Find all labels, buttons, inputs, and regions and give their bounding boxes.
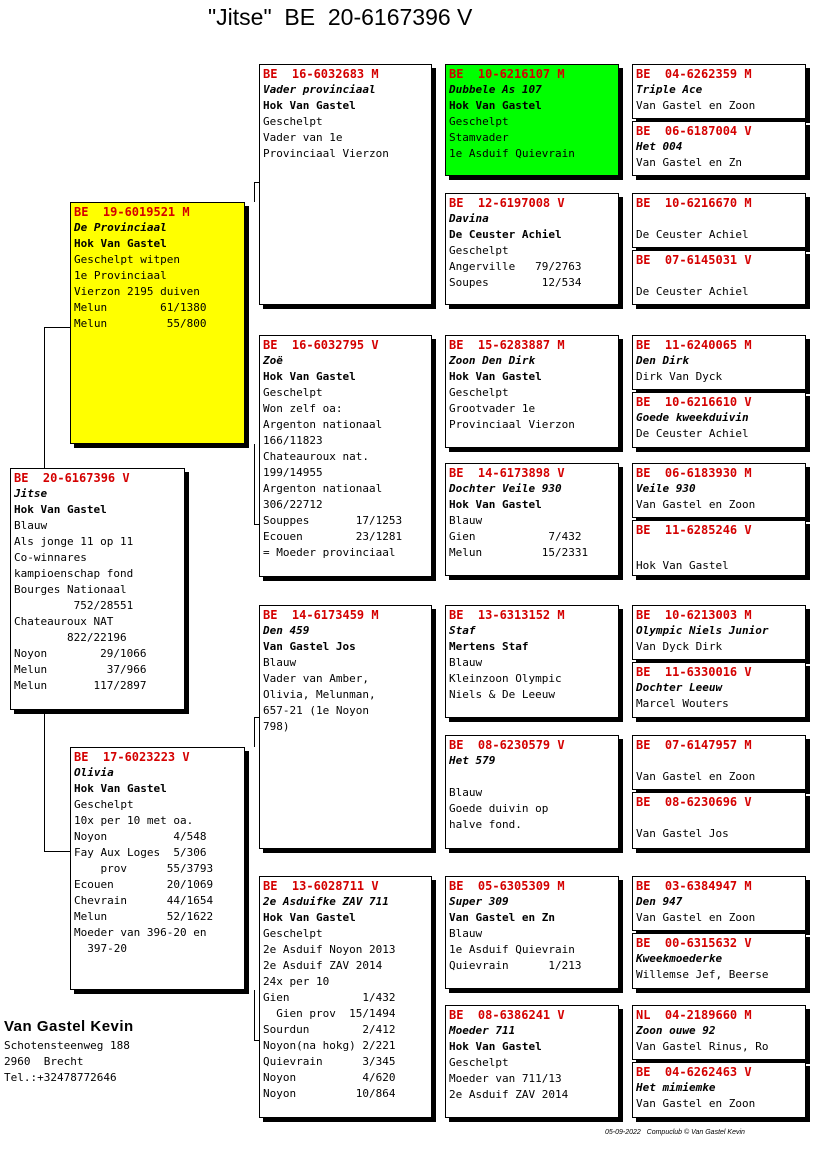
pigeon-info-line: Co-winnares — [14, 551, 87, 564]
pigeon-owner: De Ceuster Achiel — [636, 427, 749, 440]
ring-number: BE 15-6283887 M — [449, 338, 565, 352]
ring-number: BE 20-6167396 V — [14, 471, 130, 485]
pigeon-owner: De Ceuster Achiel — [449, 228, 562, 241]
pigeon-name: Goede kweekduivin — [636, 411, 749, 424]
pigeon-owner: Hok Van Gastel — [263, 99, 356, 112]
pigeon-info-line: 752/28551 — [14, 599, 134, 612]
pigeon-info-line: Chateauroux NAT — [14, 615, 114, 628]
pigeon-owner: Van Gastel en Zoon — [636, 99, 756, 112]
pigeon-info-line: Geschelpt — [449, 1056, 509, 1069]
footer-credit: 05-09-2022 Compuclub © Van Gastel Kevin — [605, 1129, 745, 1136]
pigeon-name: De Provinciaal — [74, 221, 167, 234]
pigeon-owner: Van Gastel en Zn — [636, 156, 742, 169]
pigeon-info-line: kampioenschap fond — [14, 567, 134, 580]
pigeon-info-line: Blauw — [449, 927, 483, 940]
pigeon-card-mf[interactable] — [259, 605, 432, 849]
pigeon-owner: De Ceuster Achiel — [636, 285, 749, 298]
pigeon-card-g4-4[interactable] — [632, 250, 806, 305]
pigeon-card-g4-3[interactable] — [632, 193, 806, 248]
pigeon-card-g4-5[interactable] — [632, 335, 806, 390]
pigeon-info-line: Vader van 1e — [263, 131, 343, 144]
pigeon-info-line: 166/11823 — [263, 434, 323, 447]
pigeon-info-line: Geschelpt — [74, 798, 134, 811]
pigeon-info-line: Noyon 4/548 — [74, 830, 207, 843]
ring-number: NL 04-2189660 M — [636, 1008, 752, 1022]
pigeon-card-fff[interactable] — [445, 64, 619, 176]
pigeon-name — [636, 810, 802, 826]
pigeon-name: Staf — [449, 624, 476, 637]
ring-number: BE 04-6262463 V — [636, 1065, 752, 1079]
pigeon-name: Zoon ouwe 92 — [636, 1024, 716, 1037]
pigeon-owner — [449, 769, 615, 785]
pigeon-owner: De Ceuster Achiel — [636, 228, 749, 241]
pigeon-owner: Van Gastel en Zoon — [636, 1097, 756, 1110]
pigeon-info-line: Provinciaal Vierzon — [263, 147, 389, 160]
pigeon-owner: Van Dyck Dirk — [636, 640, 723, 653]
breeder-name: Van Gastel Kevin — [4, 1018, 134, 1035]
pigeon-card-ffm[interactable] — [445, 193, 619, 305]
pigeon-info-line: Goede duivin op — [449, 802, 549, 815]
pigeon-owner: Van Gastel en Zoon — [636, 498, 756, 511]
pigeon-info-line: Vierzon 2195 duiven — [74, 285, 200, 298]
ring-number: BE 11-6240065 M — [636, 338, 752, 352]
pigeon-owner: Van Gastel Jos — [263, 640, 356, 653]
pigeon-card-father[interactable] — [70, 202, 245, 444]
pigeon-info-line: Quievrain 3/345 — [263, 1055, 396, 1068]
pigeon-name: Zoon Den Dirk — [449, 354, 536, 367]
pigeon-info-line: Geschelpt — [263, 927, 323, 940]
connector-line — [44, 710, 45, 851]
ring-number: BE 10-6213003 M — [636, 608, 752, 622]
pigeon-card-g4-9[interactable] — [632, 605, 806, 660]
pigeon-info-line: Bourges Nationaal — [14, 583, 127, 596]
pigeon-card-g4-1[interactable] — [632, 64, 806, 119]
pigeon-info-line: Geschelpt — [449, 386, 509, 399]
pigeon-info-line: 2e Asduif Noyon 2013 — [263, 943, 396, 956]
ring-number: BE 12-6197008 V — [449, 196, 565, 210]
pigeon-info-line: Ecouen 20/1069 — [74, 878, 214, 891]
pigeon-info-line: Fay Aux Loges 5/306 — [74, 846, 207, 859]
ring-number: BE 13-6028711 V — [263, 879, 379, 893]
pigeon-info-line: Grootvader 1e — [449, 402, 536, 415]
pigeon-name: Dochter Veile 930 — [449, 482, 562, 495]
pigeon-info-line: 1e Provinciaal — [74, 269, 167, 282]
pigeon-info-line: Melun 37/966 — [14, 663, 147, 676]
pigeon-info-line: Melun 52/1622 — [74, 910, 214, 923]
ring-number: BE 13-6313152 M — [449, 608, 565, 622]
pigeon-info-line: 1e Asduif Quievrain — [449, 943, 575, 956]
ring-number: BE 10-6216670 M — [636, 196, 752, 210]
pigeon-info-line: 2e Asduif ZAV 2014 — [449, 1088, 569, 1101]
pigeon-name — [636, 268, 802, 284]
pigeon-card-g4-6[interactable] — [632, 392, 806, 448]
pigeon-info-line: Geschelpt — [263, 115, 323, 128]
pigeon-info-line: Argenton nationaal — [263, 482, 383, 495]
ring-number: BE 06-6183930 M — [636, 466, 752, 480]
pigeon-card-g4-7[interactable] — [632, 463, 806, 518]
ring-number: BE 19-6019521 M — [74, 205, 190, 219]
pigeon-card-g4-12[interactable] — [632, 792, 806, 849]
ring-number: BE 00-6315632 V — [636, 936, 752, 950]
pigeon-owner: Hok Van Gastel — [263, 911, 356, 924]
ring-number: BE 07-6147957 M — [636, 738, 752, 752]
ring-number: BE 07-6145031 V — [636, 253, 752, 267]
pigeon-info-line: Provinciaal Vierzon — [449, 418, 575, 431]
pigeon-card-g4-13[interactable] — [632, 876, 806, 931]
connector-line — [44, 327, 71, 328]
pigeon-card-g4-14[interactable] — [632, 933, 806, 989]
pigeon-card-subject[interactable] — [10, 468, 185, 710]
pigeon-info-line: Kleinzoon Olympic — [449, 672, 562, 685]
pigeon-name: Het 579 — [449, 754, 496, 767]
pigeon-info-line: Souppes 17/1253 — [263, 514, 403, 527]
pigeon-card-ff[interactable] — [259, 64, 432, 305]
pigeon-info-line: Argenton nationaal — [263, 418, 383, 431]
ring-number: BE 04-6262359 M — [636, 67, 752, 81]
pigeon-info-line: Blauw — [449, 514, 483, 527]
pigeon-info-line: Moeder van 711/13 — [449, 1072, 562, 1085]
pigeon-name: Het mimiemke — [636, 1081, 716, 1094]
pigeon-info-line: 199/14955 — [263, 466, 323, 479]
pigeon-info-line: 397-20 — [74, 942, 127, 955]
pigeon-name: Triple Ace — [636, 83, 703, 96]
pigeon-card-mmf[interactable] — [445, 876, 619, 989]
pigeon-card-fm[interactable] — [259, 335, 432, 577]
pigeon-card-mff[interactable] — [445, 605, 619, 718]
pigeon-info-line: Blauw — [449, 786, 483, 799]
pigeon-info-line: Melun 117/2897 — [14, 679, 147, 692]
pigeon-name: Den 459 — [263, 624, 310, 637]
ring-number: BE 17-6023223 V — [74, 750, 190, 764]
pigeon-name: Dochter Leeuw — [636, 681, 723, 694]
pigeon-name: Olympic Niels Junior — [636, 624, 769, 637]
pedigree-title: "Jitse" BE 20-6167396 V — [208, 4, 473, 30]
pigeon-info-line: Melun 61/1380 — [74, 301, 207, 314]
pigeon-owner: Hok Van Gastel — [74, 782, 167, 795]
ring-number: BE 03-6384947 M — [636, 879, 752, 893]
ring-number: BE 08-6230696 V — [636, 795, 752, 809]
pigeon-card-g4-15[interactable] — [632, 1005, 806, 1060]
ring-number: BE 16-6032795 V — [263, 338, 379, 352]
pigeon-card-g4-8[interactable] — [632, 520, 806, 576]
ring-number: BE 14-6173459 M — [263, 608, 379, 622]
pigeon-info-line: Noyon(na hokg) 2/221 — [263, 1039, 396, 1052]
pigeon-card-fmf[interactable] — [445, 335, 619, 448]
pigeon-info-line: halve fond. — [449, 818, 522, 831]
pigeon-name: Veile 930 — [636, 482, 696, 495]
pigeon-info-line: Soupes 12/534 — [449, 276, 582, 289]
pigeon-info-line: Stamvader — [449, 131, 509, 144]
pigeon-info-line: 2e Asduif ZAV 2014 — [263, 959, 383, 972]
pigeon-name: Davina — [449, 212, 489, 225]
pigeon-card-mfm[interactable] — [445, 735, 619, 849]
pigeon-name: Vader provinciaal — [263, 83, 376, 96]
pigeon-info-line: Gien prov 15/1494 — [263, 1007, 396, 1020]
pigeon-info-line: Noyon 29/1066 — [14, 647, 147, 660]
pigeon-owner: Hok Van Gastel — [263, 370, 356, 383]
pigeon-owner: Hok Van Gastel — [449, 1040, 542, 1053]
pigeon-info-line: Gien 7/432 — [449, 530, 582, 543]
pigeon-info-line: Als jonge 11 op 11 — [14, 535, 134, 548]
pigeon-info-line: Gien 1/432 — [263, 991, 396, 1004]
pigeon-name: Super 309 — [449, 895, 509, 908]
breeder-info — [4, 1018, 134, 1086]
breeder-street: Schotensteenweg 188 — [4, 1039, 130, 1052]
pigeon-info-line: Quievrain 1/213 — [449, 959, 582, 972]
pigeon-owner: Hok Van Gastel — [14, 503, 107, 516]
pigeon-info-line: Geschelpt — [449, 115, 509, 128]
pigeon-info-line: Blauw — [449, 656, 483, 669]
pigeon-name: 2e Asduifke ZAV 711 — [263, 895, 389, 908]
pigeon-name: Kweekmoederke — [636, 952, 723, 965]
pigeon-info-line: Blauw — [263, 656, 297, 669]
ring-number: BE 08-6386241 V — [449, 1008, 565, 1022]
pigeon-owner: Hok Van Gastel — [74, 237, 167, 250]
ring-number: BE 11-6330016 V — [636, 665, 752, 679]
ring-number: BE 05-6305309 M — [449, 879, 565, 893]
pigeon-owner: Hok Van Gastel — [449, 99, 542, 112]
pigeon-info-line: 24x per 10 — [263, 975, 330, 988]
pigeon-info-line: Moeder van 396-20 en — [74, 926, 207, 939]
pigeon-info-line: Angerville 79/2763 — [449, 260, 582, 273]
pigeon-info-line: Geschelpt witpen — [74, 253, 180, 266]
pigeon-card-mm[interactable] — [259, 876, 432, 1118]
pigeon-name — [636, 538, 802, 558]
pigeon-info-line: Blauw — [14, 519, 48, 532]
pigeon-owner: Van Gastel Rinus, Ro — [636, 1040, 769, 1053]
pigeon-card-mmm[interactable] — [445, 1005, 619, 1118]
pigeon-info-line: Chateauroux nat. — [263, 450, 369, 463]
breeder-city: 2960 Brecht — [4, 1055, 84, 1068]
pigeon-name: Het 004 — [636, 140, 683, 153]
pigeon-card-g4-10[interactable] — [632, 662, 806, 718]
connector-line — [44, 851, 71, 852]
ring-number: BE 11-6285246 V — [636, 523, 752, 537]
pigeon-info-line: Melun 15/2331 — [449, 546, 589, 559]
pigeon-card-g4-2[interactable] — [632, 121, 806, 176]
pigeon-info-line: = Moeder provinciaal — [263, 546, 396, 559]
connector-line — [44, 327, 45, 468]
connector-line — [254, 990, 255, 1040]
pigeon-info-line: 10x per 10 met oa. — [74, 814, 194, 827]
connector-line — [254, 182, 255, 202]
connector-line — [254, 444, 255, 524]
pigeon-name: Zoë — [263, 354, 283, 367]
ring-number: BE 14-6173898 V — [449, 466, 565, 480]
pigeon-owner: Van Gastel en Zn — [449, 911, 555, 924]
pigeon-owner: Hok Van Gastel — [449, 498, 542, 511]
pigeon-info-line: Noyon 4/620 — [263, 1071, 396, 1084]
pigeon-info-line: Noyon 10/864 — [263, 1087, 396, 1100]
pigeon-info-line: Melun 55/800 — [74, 317, 207, 330]
pigeon-name: Den Dirk — [636, 354, 689, 367]
pigeon-card-g4-16[interactable] — [632, 1062, 806, 1118]
pigeon-info-line: 306/22712 — [263, 498, 323, 511]
pigeon-info-line: 798) — [263, 720, 290, 733]
pigeon-name — [636, 753, 802, 769]
ring-number: BE 06-6187004 V — [636, 124, 752, 138]
pigeon-info-line: Ecouen 23/1281 — [263, 530, 403, 543]
pigeon-name: Den 947 — [636, 895, 683, 908]
pigeon-owner: Hok Van Gastel — [636, 559, 729, 572]
pigeon-info-line: 657-21 (1e Noyon — [263, 704, 369, 717]
pigeon-owner: Dirk Van Dyck — [636, 370, 723, 383]
pigeon-info-line: Sourdun 2/412 — [263, 1023, 396, 1036]
ring-number: BE 16-6032683 M — [263, 67, 379, 81]
pigeon-card-mother[interactable] — [70, 747, 245, 990]
pigeon-owner: Willemse Jef, Beerse — [636, 968, 769, 981]
ring-number: BE 10-6216107 M — [449, 67, 565, 81]
ring-number: BE 08-6230579 V — [449, 738, 565, 752]
pigeon-owner: Van Gastel Jos — [636, 827, 729, 840]
ring-number: BE 10-6216610 V — [636, 395, 752, 409]
breeder-phone: Tel.:+32478772646 — [4, 1071, 117, 1084]
pigeon-info-line: Niels & De Leeuw — [449, 688, 555, 701]
pigeon-name: Olivia — [74, 766, 114, 779]
pigeon-info-line: Olivia, Melunman, — [263, 688, 376, 701]
pigeon-info-line: 1e Asduif Quievrain — [449, 147, 575, 160]
pigeon-owner: Marcel Wouters — [636, 697, 729, 710]
pigeon-name — [636, 211, 802, 227]
pigeon-info-line: 822/22196 — [14, 631, 127, 644]
pigeon-card-g4-11[interactable] — [632, 735, 806, 790]
pigeon-info-line: Chevrain 44/1654 — [74, 894, 214, 907]
pigeon-owner: Van Gastel en Zoon — [636, 770, 756, 783]
pigeon-info-line: prov 55/3793 — [74, 862, 214, 875]
pigeon-info-line: Geschelpt — [263, 386, 323, 399]
pigeon-info-line: Vader van Amber, — [263, 672, 369, 685]
pigeon-name: Moeder 711 — [449, 1024, 516, 1037]
pigeon-owner: Mertens Staf — [449, 640, 529, 653]
pigeon-owner: Van Gastel en Zoon — [636, 911, 756, 924]
pigeon-info-line: Won zelf oa: — [263, 402, 343, 415]
pigeon-owner: Hok Van Gastel — [449, 370, 542, 383]
pigeon-name: Jitse — [14, 487, 48, 500]
pigeon-card-fmm[interactable] — [445, 463, 619, 576]
connector-line — [254, 717, 255, 747]
pigeon-name: Dubbele As 107 — [449, 83, 542, 96]
pigeon-info-line: Geschelpt — [449, 244, 509, 257]
